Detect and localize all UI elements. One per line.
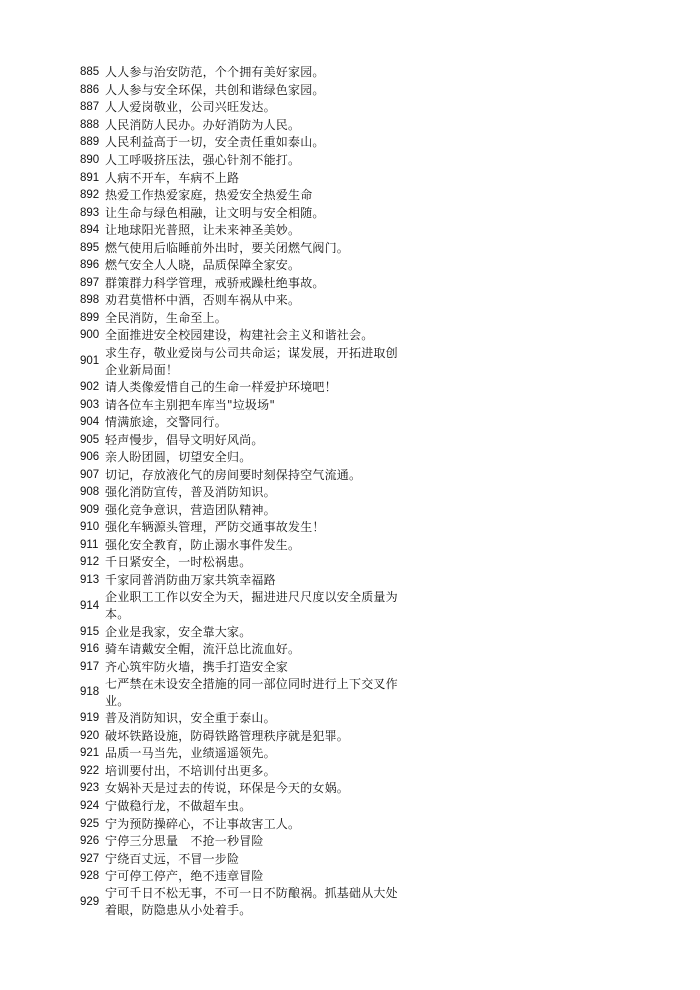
item-number: 923 — [80, 782, 100, 795]
item-text: 人人爱岗敬业，公司兴旺发达。 — [105, 100, 276, 115]
list-item — [80, 554, 400, 572]
item-number: 891 — [80, 171, 100, 184]
list-item — [80, 833, 400, 851]
item-text: 宁做稳行龙，不做超车虫。 — [105, 798, 252, 813]
item-number: 929 — [80, 895, 100, 908]
item-text: 女娲补天是过去的传说，环保是今天的女娲。 — [105, 781, 350, 796]
item-text: 宁可停工停产，绝不违章冒险 — [105, 869, 264, 884]
item-text: 求生存，敬业爱岗与公司共命运；谋发展，开拓进取创企业新局面！ — [105, 345, 398, 377]
item-number: 925 — [80, 817, 100, 830]
item-text: 千家同普消防曲万家共筑幸福路 — [105, 573, 276, 588]
item-number: 906 — [80, 451, 100, 464]
list-item — [80, 798, 400, 816]
list-item — [80, 134, 400, 152]
list-item — [80, 763, 400, 781]
item-text: 人民利益高于一切，安全责任重如泰山。 — [105, 135, 325, 150]
item-number: 926 — [80, 835, 100, 848]
list-item — [80, 868, 400, 886]
list-item — [80, 780, 400, 798]
item-text: 人病不开车，车病不上路 — [105, 170, 240, 185]
item-number: 927 — [80, 852, 100, 865]
item-text: 请各位车主别把车库当"垃圾场" — [105, 397, 276, 412]
list-item — [80, 466, 400, 484]
item-number: 898 — [80, 294, 100, 307]
list-item — [80, 537, 400, 555]
list-item — [80, 310, 400, 328]
list-item — [80, 519, 400, 537]
item-text: 宁停三分思量 不抢一秒冒险 — [105, 834, 264, 849]
item-text: 普及消防知识，安全重于泰山。 — [105, 711, 276, 726]
item-number: 910 — [80, 521, 100, 534]
item-number: 915 — [80, 625, 100, 638]
item-text: 让生命与绿色相融，让文明与安全相随。 — [105, 205, 325, 220]
item-text: 全民消防，生命至上。 — [105, 310, 228, 325]
item-number: 895 — [80, 241, 100, 254]
item-number: 913 — [80, 574, 100, 587]
item-text: 破坏铁路设施，防碍铁路管理秩序就是犯罪。 — [105, 728, 350, 743]
item-number: 921 — [80, 747, 100, 760]
item-number: 888 — [80, 118, 100, 131]
list-item — [80, 623, 400, 641]
list-item — [80, 99, 400, 117]
list-item — [80, 414, 400, 432]
list-item — [80, 327, 400, 345]
item-number: 912 — [80, 556, 100, 569]
item-text: 燃气安全人人晓，品质保障全家安。 — [105, 258, 301, 273]
list-item — [80, 239, 400, 257]
item-text: 宁绕百丈远，不冒一步险 — [105, 851, 240, 866]
list-item — [80, 484, 400, 502]
list-item — [80, 275, 400, 293]
item-number: 886 — [80, 83, 100, 96]
item-text: 齐心筑牢防火墙，携手打造安全家 — [105, 659, 289, 674]
item-text: 请人类像爱惜自己的生命一样爱护环境吧！ — [105, 380, 337, 395]
item-text: 强化安全教育，防止溺水事件发生。 — [105, 537, 301, 552]
item-text: 人民消防人民办。办好消防为人民。 — [105, 117, 301, 132]
list-item — [80, 885, 400, 919]
item-number: 890 — [80, 154, 100, 166]
item-number: 918 — [80, 686, 100, 699]
item-text: 宁可千日不松无事，不可一日不防酿祸。抓基础从大处着眼，防隐患从小处着手。 — [105, 886, 398, 918]
item-number: 928 — [80, 870, 100, 883]
item-text: 让地球阳光普照，让未来神圣美妙。 — [105, 223, 301, 238]
item-text: 切记，存放液化气的房间要时刻保持空气流通。 — [105, 467, 362, 482]
item-text: 情满旅途，交警同行。 — [105, 415, 228, 430]
item-number: 917 — [80, 660, 100, 673]
list-item — [80, 292, 400, 310]
item-number: 903 — [80, 398, 100, 411]
item-text: 千日紧安全，一时松祸患。 — [105, 555, 252, 570]
list-item — [80, 710, 400, 728]
item-text: 骑车请戴安全帽，流汗总比流血好。 — [105, 642, 301, 657]
item-text: 宁为预防操碎心，不让事故害工人。 — [105, 816, 301, 831]
item-text: 强化车辆源头管理，严防交通事故发生！ — [105, 520, 325, 535]
item-text: 亲人盼团圆，切望安全归。 — [105, 450, 252, 465]
list-item — [80, 64, 400, 82]
item-number: 892 — [80, 189, 100, 202]
item-text: 人人参与治安防范，个个拥有美好家园。 — [105, 65, 325, 80]
item-number: 887 — [80, 101, 100, 114]
item-number: 900 — [80, 329, 100, 342]
list-item — [80, 449, 400, 467]
list-item — [80, 658, 400, 676]
list-item — [80, 117, 400, 135]
item-number: 905 — [80, 433, 100, 446]
list-item — [80, 431, 400, 449]
item-number: 894 — [80, 224, 100, 237]
item-number: 896 — [80, 259, 100, 272]
list-item — [80, 169, 400, 187]
list-item — [80, 187, 400, 205]
item-text: 人人参与安全环保，共创和谐绿色家园。 — [105, 82, 325, 97]
list-item — [80, 572, 400, 590]
list-item — [80, 728, 400, 746]
item-text: 热爱工作热爱家庭，热爱安全热爱生命 — [105, 188, 313, 203]
list-item — [80, 345, 400, 379]
item-number: 904 — [80, 416, 100, 429]
item-text: 企业职工工作以安全为天，掘进进尺尺度以安全质量为本。 — [105, 590, 398, 622]
item-text: 劝君莫惜杯中酒，否则车祸从中来。 — [105, 293, 301, 308]
item-number: 909 — [80, 503, 100, 516]
item-text: 轻声慢步，倡导文明好风尚。 — [105, 432, 264, 447]
item-text: 七严禁在未设安全措施的同一部位同时进行上下交叉作业。 — [105, 676, 398, 708]
item-text: 培训要付出，不培训付出更多。 — [105, 763, 276, 778]
item-text: 企业是我家，安全靠大家。 — [105, 624, 252, 639]
item-number: 924 — [80, 799, 100, 812]
item-number: 914 — [80, 599, 100, 612]
list-item — [80, 257, 400, 275]
item-number: 908 — [80, 486, 100, 499]
item-number: 893 — [80, 206, 100, 219]
item-number: 911 — [80, 538, 99, 551]
item-text: 全面推进安全校园建设，构建社会主义和谐社会。 — [105, 328, 374, 343]
list-item — [80, 152, 400, 170]
list-item — [80, 589, 400, 623]
list-item — [80, 745, 400, 763]
item-number: 899 — [80, 311, 100, 324]
item-text: 强化竞争意识，营造团队精神。 — [105, 502, 276, 517]
item-text: 群策群力科学管理，戒骄戒躁杜绝事故。 — [105, 275, 325, 290]
item-number: 916 — [80, 643, 100, 656]
list-item — [80, 222, 400, 240]
list-item — [80, 82, 400, 100]
item-number: 920 — [80, 729, 100, 742]
list-item — [80, 641, 400, 659]
item-text: 人工呼吸挤压法，强心针剂不能打。 — [105, 153, 301, 167]
list-item — [80, 396, 400, 414]
item-number: 907 — [80, 468, 100, 481]
list-item — [80, 676, 400, 710]
item-text: 品质一马当先，业绩遥遥领先。 — [105, 746, 276, 761]
item-text: 燃气使用后临睡前外出时，要关闭燃气阀门。 — [105, 240, 350, 255]
item-number: 902 — [80, 381, 100, 394]
item-number: 901 — [80, 355, 100, 368]
list-item — [80, 379, 400, 397]
item-number: 897 — [80, 276, 100, 289]
list-item — [80, 502, 400, 520]
item-number: 885 — [80, 66, 100, 79]
item-number: 919 — [80, 712, 100, 725]
item-number: 889 — [80, 136, 100, 149]
item-number: 922 — [80, 764, 100, 777]
item-text: 强化消防宣传，普及消防知识。 — [105, 485, 276, 500]
slogan-list — [80, 64, 400, 919]
list-item — [80, 815, 400, 833]
list-item — [80, 850, 400, 868]
list-item — [80, 204, 400, 222]
